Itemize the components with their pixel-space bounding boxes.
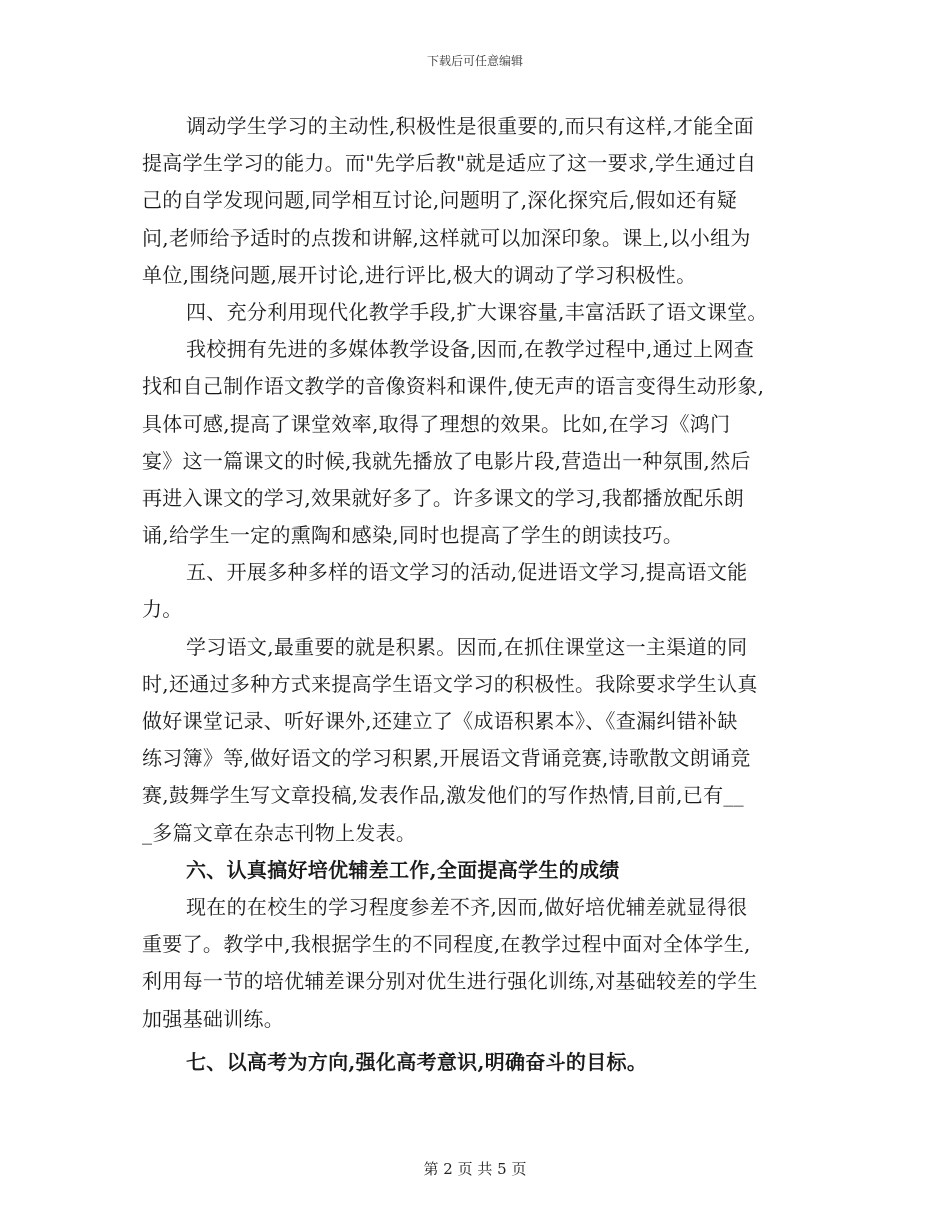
text-line: 单位,围绕问题,展开讨论,进行评比,极大的调动了学习积极性。	[142, 262, 697, 287]
paragraph-multimedia	[142, 331, 808, 554]
text-line: 力。	[142, 597, 183, 622]
text-line: 宴》这一篇课文的时候,我就先播放了电影片段,营造出一种氛围,然后	[142, 448, 751, 473]
text-line: 己的自学发现问题,同学相互讨论,问题明了,深化探究后,假如还有疑	[142, 188, 738, 213]
section-heading-4	[142, 294, 808, 331]
page-header: 下载后可任意编辑	[426, 54, 523, 68]
paragraph-learning-initiative	[142, 108, 808, 294]
section-heading-5	[142, 554, 808, 628]
text-line: 具体可感,提高了课堂效率,取得了理想的效果。比如,在学习《鸿门	[142, 411, 731, 436]
text-line: 现在的在校生的学习程度参差不齐,因而,做好培优辅差就显得很	[186, 894, 748, 919]
paragraph-accumulation	[142, 629, 808, 852]
text-line: 六、认真搞好培优辅差工作,全面提高学生的成绩	[186, 857, 620, 882]
text-line: 四、充分利用现代化教学手段,扩大课容量,丰富活跃了语文课堂。	[186, 299, 768, 324]
paragraph-tutoring	[142, 889, 808, 1038]
document-body	[142, 108, 808, 1081]
text-line: 赛,鼓舞学生写文章投稿,发表作品,激发他们的写作热情,目前,已有__	[142, 783, 744, 808]
text-line: 利用每一节的培优辅差课分别对优生进行强化训练,对基础较差的学生	[142, 969, 758, 994]
text-line: _多篇文章在杂志刊物上发表。	[142, 820, 417, 845]
text-line: 时,还通过多种方式来提高学生语文学习的积极性。我除要求学生认真	[142, 671, 758, 696]
text-line: 问,老师给予适时的点拨和讲解,这样就可以加深印象。课上,以小组为	[142, 225, 751, 250]
text-line: 我校拥有先进的多媒体教学设备,因而,在教学过程中,通过上网查	[186, 337, 755, 362]
text-line: 五、开展多种多样的语文学习的活动,促进语文学习,提高语文能	[186, 560, 748, 585]
text-line: 重要了。教学中,我根据学生的不同程度,在教学过程中面对全体学生,	[142, 932, 751, 957]
text-line: 练习簿》等,做好语文的学习积累,开展语文背诵竞赛,诗歌散文朗诵竞	[142, 746, 751, 771]
text-line: 诵,给学生一定的熏陶和感染,同时也提高了学生的朗读技巧。	[142, 523, 684, 548]
text-line: 调动学生学习的主动性,积极性是很重要的,而只有这样,才能全面	[186, 114, 755, 138]
text-line: 做好课堂记录、听好课外,还建立了《成语积累本》、《查漏纠错补缺	[142, 709, 738, 733]
text-line: 提高学生学习的能力。而"先学后教"就是适应了这一要求,学生通过自	[142, 151, 757, 176]
page-number: 第 2 页 共 5 页	[423, 1160, 527, 1178]
text-line: 加强基础训练。	[142, 1006, 285, 1031]
text-line: 再进入课文的学习,效果就好多了。许多课文的学习,我都播放配乐朗	[142, 485, 745, 510]
text-line: 学习语文,最重要的就是积累。因而,在抓住课堂这一主渠道的同	[186, 634, 748, 659]
section-heading-6	[142, 852, 808, 889]
section-heading-7	[142, 1044, 808, 1081]
text-line: 七、以高考为方向,强化高考意识,明确奋斗的目标。	[186, 1049, 648, 1074]
text-line: 找和自己制作语文教学的音像资料和课件,使无声的语言变得生动形象,	[142, 374, 765, 399]
